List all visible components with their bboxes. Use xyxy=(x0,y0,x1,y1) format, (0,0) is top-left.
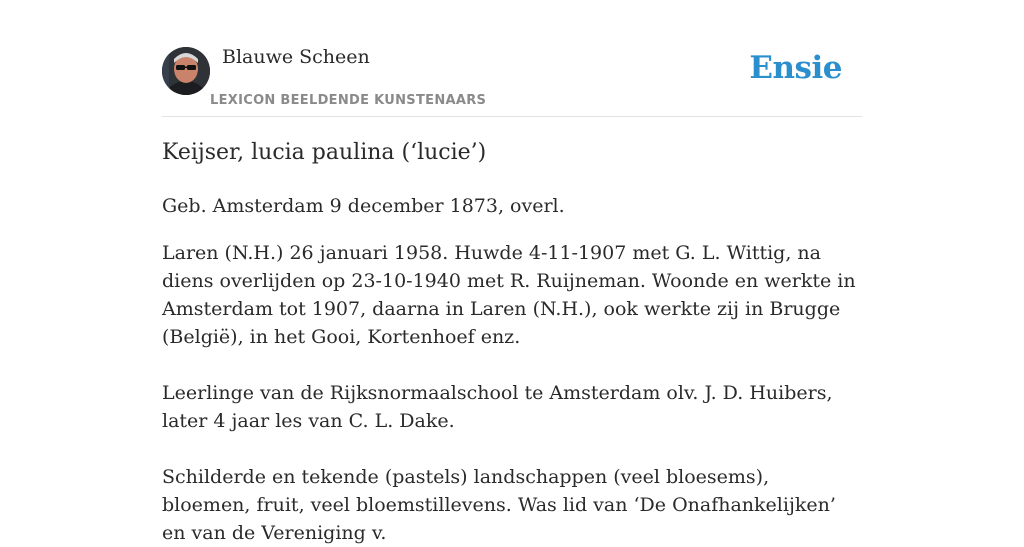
paragraph-education: Leerlinge van de Rijksnormaalschool te Amsterdam olv. J. D. Huibers, later 4 jaar les van C. L. Dake. xyxy=(162,382,833,432)
avatar[interactable] xyxy=(162,47,210,95)
page-title: Keijser, lucia paulina (‘lucie’) xyxy=(162,140,487,165)
article-header xyxy=(162,0,862,117)
source-label[interactable]: LEXICON BEELDENDE KUNSTENAARS xyxy=(210,93,487,108)
brand-logo[interactable]: Ensie xyxy=(749,50,842,86)
paragraph-work: Schilderde en tekende (pastels) landschappen (veel bloesems), bloemen, fruit, veel bloemstillevens. Was lid van ‘De Onafhankelijken’ en van de Vereniging v. xyxy=(162,466,836,544)
article-container xyxy=(162,0,862,544)
paragraph-life: Laren (N.H.) 26 januari 1958. Huwde 4-11-1907 met G. L. Wittig, na diens overlijden op 23-10-1940 met R. Ruijneman. Woonde en werkte in Amsterdam tot 1907, daarna in Laren (N.H.), ook werkte zij in Brugge (België), in het Gooi, Kortenhoef enz. xyxy=(162,242,856,348)
author-name[interactable]: Blauwe Scheen xyxy=(222,46,370,68)
paragraph-birth: Geb. Amsterdam 9 december 1873, overl. xyxy=(162,195,565,217)
author-portrait-icon xyxy=(162,47,210,95)
